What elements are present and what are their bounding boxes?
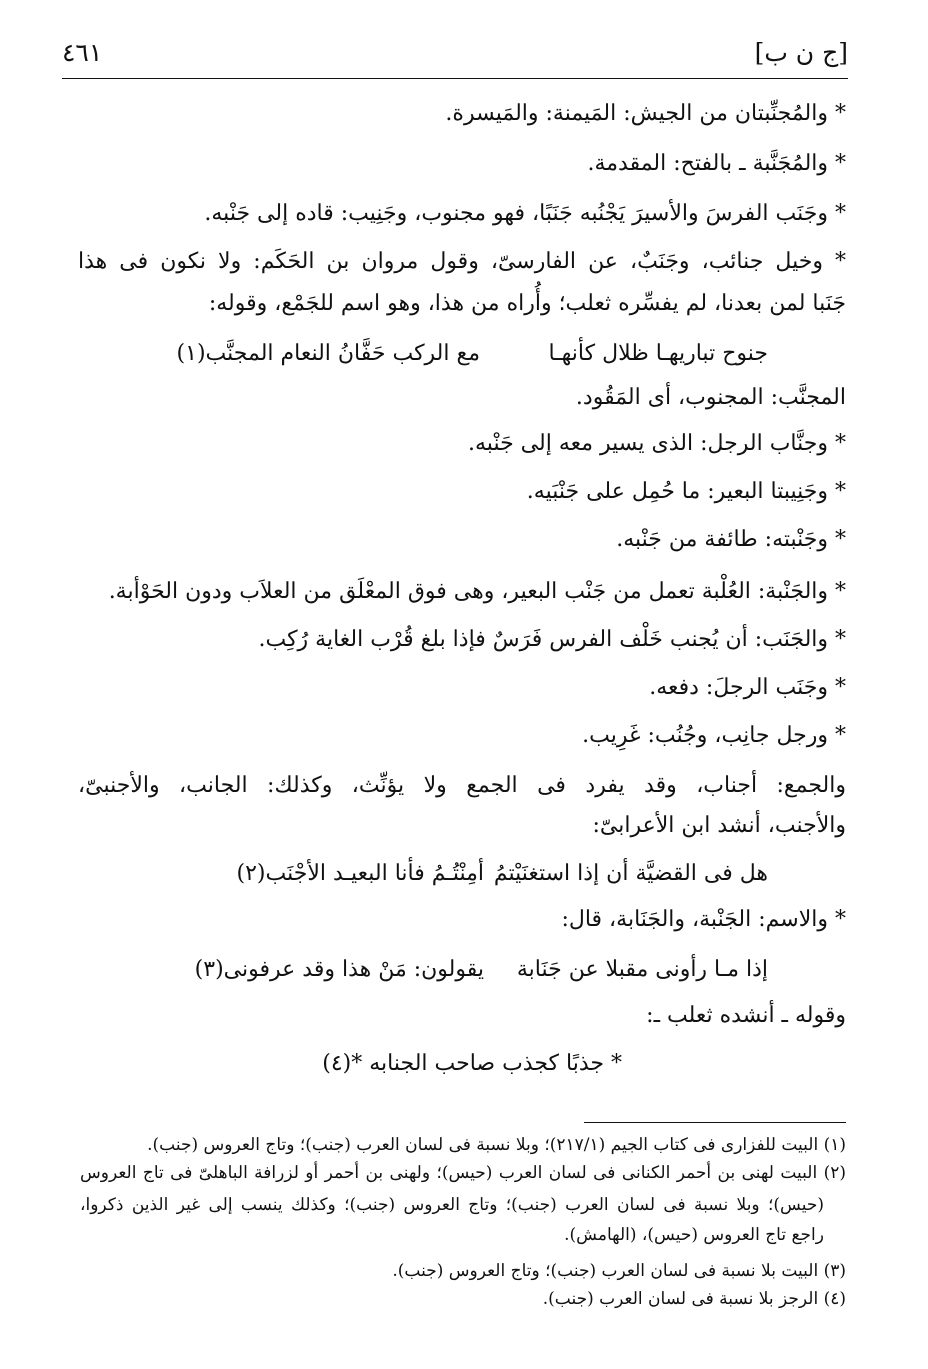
verse-1-first-hemistich: جنوح تباريهـا ظلال كأنهـا [548,341,768,366]
entry-line: * وجَنَب الرجلَ: دفعه. [649,675,846,700]
entry-line: * والجَنَب: أن يُجنب خَلْف الفرس فَرَسٌ فإذا بلغ قُرْب الغاية رُكِب. [258,627,846,652]
footnote: (٢) البيت لهنى بن أحمر الكنانى فى لسان العرب (حيس)؛ ولهنى بن أحمر أو لزرافة الباهلىّ فى تاج العروس [80,1163,846,1183]
footnote: راجع تاج العروس (حيس)، (الهامش). [564,1225,824,1245]
footnote: (٣) البيت بلا نسبة فى لسان العرب (جنب)؛ وتاج العروس (جنب). [392,1261,846,1281]
page-header [62,38,848,79]
verse-1-second-hemistich: مع الركب حَفَّانُ النعام المجنَّب(١) [176,341,480,366]
verse-3-second-hemistich: يقولون: مَنْ هذا وقد عرفونى(٣) [194,957,484,982]
entry-line: * وخيل جنائب، وجَنَبٌ، عن الفارسىّ، وقول مروان بن الحَكَم: ولا نكون فى هذا [78,249,846,274]
entry-line: * وجنَّاب الرجل: الذى يسير معه إلى جَنْبه. [468,431,846,456]
entry-line: * ورجل جانِب، وجُنُب: غَرِيب. [582,723,846,748]
entry-line: المجنَّب: المجنوب، أى المَقُود. [575,385,846,410]
page-number: ٤٦١ [62,38,103,67]
entry-line: جَنَبا لمن بعدنا، لم يفسِّره ثعلب؛ وأُراه من هذا، وهو اسم للجَمْع، وقوله: [208,291,846,316]
entry-line: * وجَنَب الفرسَ والأسيرَ يَجْنُبه جَنَبًا، فهو مجنوب، وجَنِيب: قاده إلى جَنْبه. [204,201,846,226]
footnote: (حيس)؛ وبلا نسبة فى لسان العرب (جنب)؛ وتاج العروس (جنب)؛ وكذلك ينسب إلى غير الذين ذكروا، [80,1195,824,1215]
entry-line: * والجَنْبة: العُلْبة تعمل من جَنْب البعير، وهى فوق المعْلَق من العلاَب ودون الحَوْأبة. [108,579,846,604]
entry-line: والجمع: أجناب، وقد يفرد فى الجمع ولا يؤنِّث، وكذلك: الجانب، والأجنبىّ، [78,773,846,798]
verse-2-second-hemistich: أمِنْتُـمُ فأنا البعيـد الأجْنَب(٢) [236,861,484,886]
entry-line: والأجنب، أنشد ابن الأعرابىّ: [592,813,846,838]
entry-line: * والمُجنِّبتان من الجيش: المَيمنة: والمَيسرة. [445,101,846,126]
entry-line: * والاسم: الجَنْبة، والجَنَابة، قال: [561,907,846,932]
footnote: (٤) الرجز بلا نسبة فى لسان العرب (جنب). [542,1289,846,1309]
entry-line: * وجَنِيبتا البعير: ما حُمِل على جَنْبَيه. [526,479,846,504]
footnote-separator [584,1122,846,1123]
footnote: (١) البيت للفزارى فى كتاب الجيم (٢١٧/١)؛ وبلا نسبة فى لسان العرب (جنب)؛ وتاج العروس (جنب). [147,1135,846,1155]
rajaz-line: * جذبًا كجذب صاحب الجنابه *(٤) [322,1051,622,1076]
verse-3-first-hemistich: إذا مـا رأونى مقبلا عن جَنَابة [516,957,768,982]
verse-2-first-hemistich: هل فى القضيَّة أن إذا استغنَيْتمُ [493,861,768,886]
entry-line: * وجَنْبته: طائفة من جَنْبه. [616,527,846,552]
entry-line: * والمُجَنَّبة ـ بالفتح: المقدمة. [587,151,846,176]
root-heading: [ج ن ب] [754,38,848,67]
entry-line: وقوله ـ أنشده ثعلب ـ: [646,1003,846,1028]
